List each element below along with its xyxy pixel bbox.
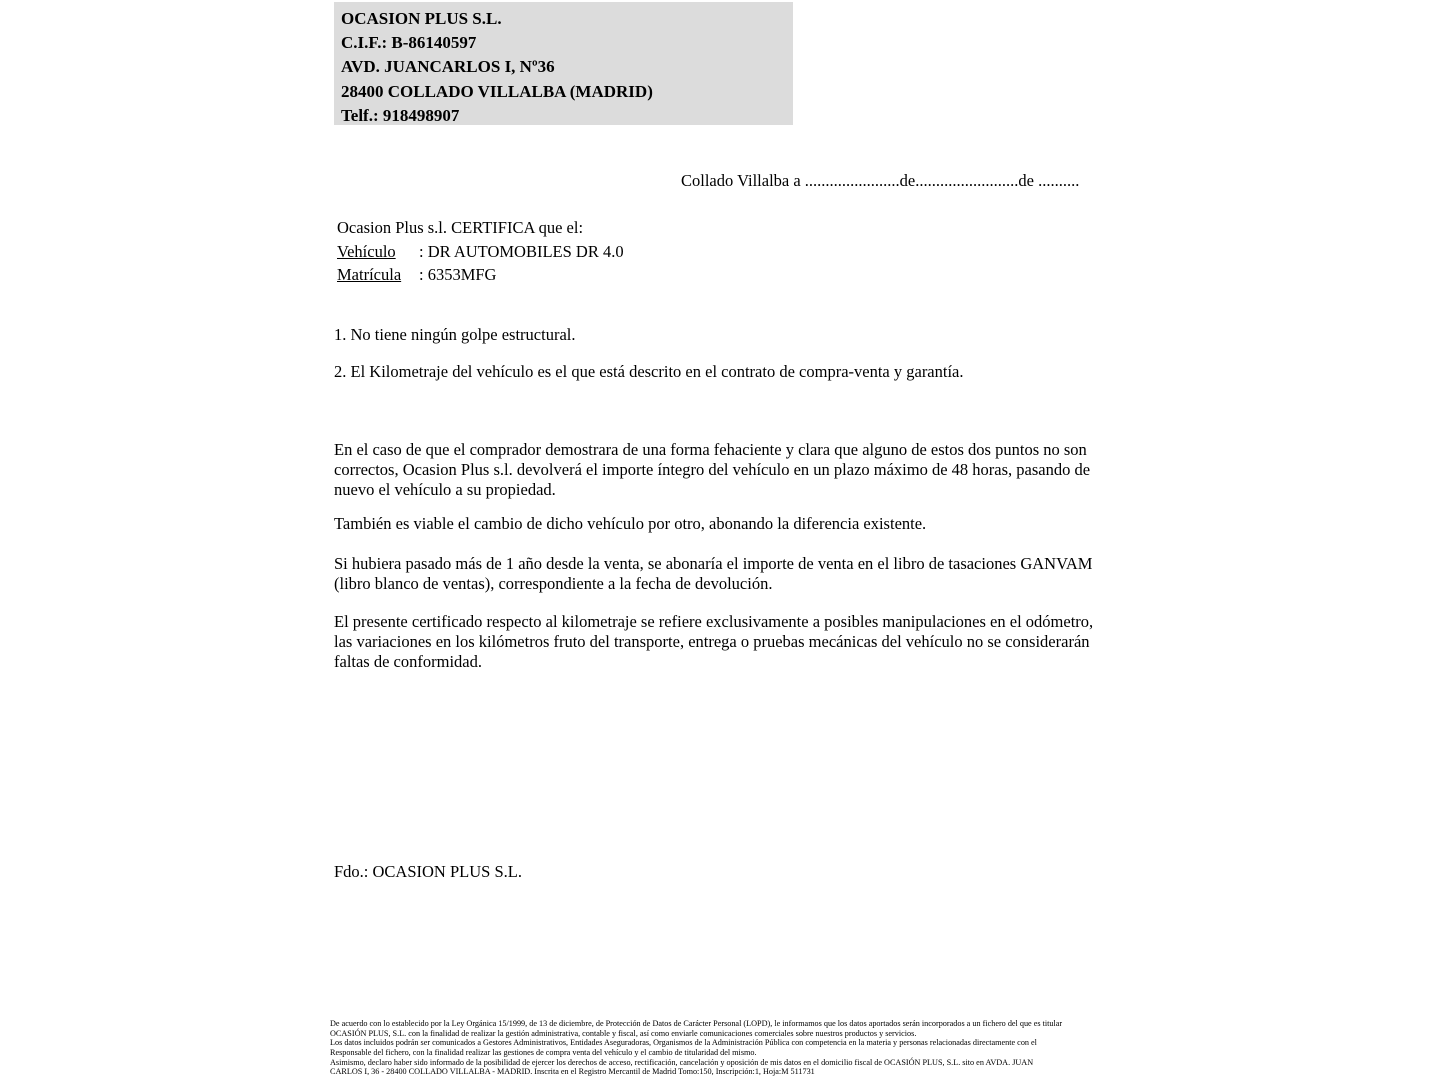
letterhead-city: 28400 COLLADO VILLALBA (MADRID) — [341, 81, 653, 101]
vehicle-label: Vehículo — [337, 241, 396, 261]
vehicle-row — [337, 240, 624, 264]
plate-value: : 6353MFG — [419, 265, 497, 285]
paragraph-mileage-disclaimer: El presente certificado respecto al kilometraje se refiere exclusivamente a posibles manipulaciones en el odómetro, las variaciones en los kilómetros fruto del transporte, entrega o pruebas mecánicas del vehículo no se considerarán faltas de conformidad. — [334, 612, 1094, 671]
fineprint-line: Responsable del fichero, con la finalidad realizar las gestiones de compra venta del vehículo y el cambio de titularidad del mismo. — [330, 1047, 757, 1057]
date-line: Collado Villalba a .......................de.........................de .......... — [681, 171, 1080, 190]
plate-label: Matrícula — [337, 265, 402, 285]
letterhead-company-name: OCASION PLUS S.L. — [341, 9, 502, 28]
certificate-block — [337, 216, 624, 287]
letterhead-address: AVD. JUANCARLOS I, Nº36 — [341, 57, 555, 77]
letterhead-box — [334, 2, 793, 125]
signature-line: Fdo.: OCASION PLUS S.L. — [334, 862, 522, 881]
fineprint-line: OCASIÓN PLUS, S.L. con la finalidad de realizar la gestión administrativa, contable y fiscal, así como enviarle comunicaciones comerciales sobre nuestros productos y servicios. — [330, 1028, 917, 1038]
vehicle-value: : DR AUTOMOBILES DR 4.0 — [419, 241, 624, 261]
paragraph-refund-terms: En el caso de que el comprador demostrara de una forma fehaciente y clara que alguno de estos dos puntos no son correctos, Ocasion Plus s.l. devolverá el importe íntegro del vehículo en un plazo máximo de 48 horas, pasando de nuevo el vehículo a su propiedad. — [334, 440, 1091, 499]
condition-point-2: 2. El Kilometraje del vehículo es el que está descrito en el contrato de compra-venta y garantía. — [334, 362, 964, 381]
plate-row — [337, 263, 624, 287]
fineprint-line: CARLOS I, 36 - 28400 COLLADO VILLALBA - MADRID. Inscrita en el Registro Mercantil de Madrid Tomo:150, Inscripción:1, Hoja:M 511731 — [330, 1067, 815, 1077]
legal-fineprint — [330, 1019, 1062, 1077]
certificate-intro: Ocasion Plus s.l. CERTIFICA que el: — [337, 218, 584, 237]
fineprint-line: Los datos incluidos podrán ser comunicados a Gestores Administrativos, Entidades Aseguradoras, Organismos de la Administración Pública con competencia en la materia y personas relacionadas directamente con el — [330, 1038, 1037, 1048]
paragraph-exchange-option: También es viable el cambio de dicho vehículo por otro, abonando la diferencia existente. — [334, 514, 927, 533]
paragraph-ganvam-valuation: Si hubiera pasado más de 1 año desde la venta, se abonaría el importe de venta en el libro de tasaciones GANVAM (libro blanco de ventas), correspondiente a la fecha de devolución. — [334, 554, 1093, 593]
letterhead-phone: Telf.: 918498907 — [341, 105, 460, 125]
letterhead-cif: C.I.F.: B-86140597 — [341, 33, 477, 53]
condition-point-1: 1. No tiene ningún golpe estructural. — [334, 325, 576, 344]
fineprint-line: Asimismo, declaro haber sido informado de la posibilidad de ejercer los derechos de acceso, rectificación, cancelación y oposición de mis datos en el domicilio fiscal de OCASIÓN PLUS, S.L. sito en AVDA. JUAN — [330, 1057, 1034, 1067]
fineprint-line: De acuerdo con lo establecido por la Ley Orgánica 15/1999, de 13 de diciembre, de Protección de Datos de Carácter Personal (LOPD), le informamos que los datos aportados serán incorporados a un fichero del que es titular — [330, 1019, 1063, 1028]
